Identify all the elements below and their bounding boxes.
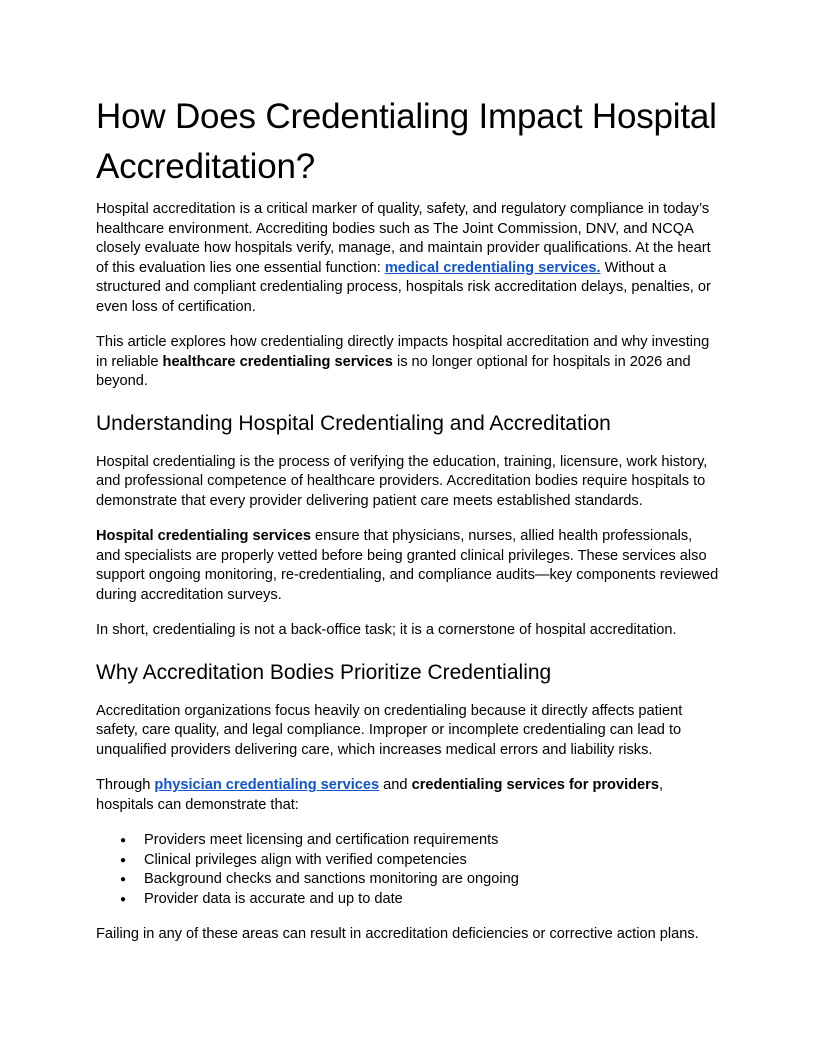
section2-heading: Why Accreditation Bodies Prioritize Credentialing — [96, 660, 552, 684]
section2-p2-bold: credentialing services for providers — [411, 777, 659, 793]
section2-paragraph-2 — [96, 776, 720, 815]
document-page — [96, 92, 720, 945]
link-period: . — [596, 259, 601, 276]
medical-credentialing-link[interactable] — [385, 260, 601, 276]
intro-p1-after: Without a structured and compliant credentialing process, hospitals risk accreditation delays, penalties, or even loss of certification. — [96, 259, 711, 315]
list-item: ● Providers meet licensing and certification requirements — [96, 831, 720, 851]
page-title: How Does Credentialing Impact Hospital Accreditation? — [96, 97, 717, 186]
section2-paragraph-1: Accreditation organizations focus heavily on credentialing because it directly affects patient safety, care quality, and legal compliance. Improper or incomplete credentialing can lead to unqualified providers delivering care, which increases medical errors and liability risks. — [96, 702, 683, 758]
intro-p2-after: is no longer optional for hospitals in 2026 and beyond. — [96, 353, 691, 389]
intro-paragraph-1 — [96, 200, 720, 317]
requirements-list — [96, 831, 720, 909]
intro-p1-text: Hospital accreditation is a critical marker of quality, safety, and regulatory compliance in today’s healthcare environment. Accrediting bodies such as The Joint Commission, DNV, and NCQA closely evaluate how hospitals verify, manage, and maintain provider qualifications. At the heart of this evaluation lies one essential function: — [96, 201, 711, 276]
section1-p2-bold: Hospital credentialing services — [96, 528, 311, 544]
intro-p2-bold: healthcare credentialing services — [162, 353, 393, 370]
list-item: ● Clinical privileges align with verified competencies — [96, 851, 720, 871]
section2-p2-after: , hospitals can demonstrate that: — [96, 777, 664, 813]
section1-heading: Understanding Hospital Credentialing and Accreditation — [96, 411, 611, 435]
list-item: ● Provider data is accurate and up to date — [96, 890, 720, 910]
section1-paragraph-3: In short, credentialing is not a back-office task; it is a cornerstone of hospital accreditation. — [96, 622, 677, 638]
section1-paragraph-1: Hospital credentialing is the process of verifying the education, training, licensure, work history, and professional competence of healthcare providers. Accreditation bodies require hospitals to demonstrate that every provider delivering patient care meets established standards. — [96, 453, 708, 509]
section1-paragraph-2 — [96, 527, 720, 605]
medical-credentialing-link-text: medical credentialing services — [384, 259, 597, 276]
physician-credentialing-link[interactable]: physician credentialing services — [154, 777, 380, 793]
section1-p2-text: ensure that physicians, nurses, allied health professionals, and specialists are properly vetted before being granted clinical privileges. These services also support ongoing monitoring, re-credentialing, and compliance audits—key components reviewed during accreditation surveys. — [96, 528, 719, 603]
intro-p2-text: This article explores how credentialing directly impacts hospital accreditation and why investing in reliable — [96, 334, 710, 370]
section2-p2-mid: and — [379, 777, 412, 793]
section2-paragraph-3: Failing in any of these areas can result in accreditation deficiencies or corrective action plans. — [96, 926, 699, 942]
list-item: ● Background checks and sanctions monitoring are ongoing — [96, 870, 720, 890]
intro-paragraph-2 — [96, 333, 720, 392]
section2-p2-before: Through — [96, 777, 155, 793]
